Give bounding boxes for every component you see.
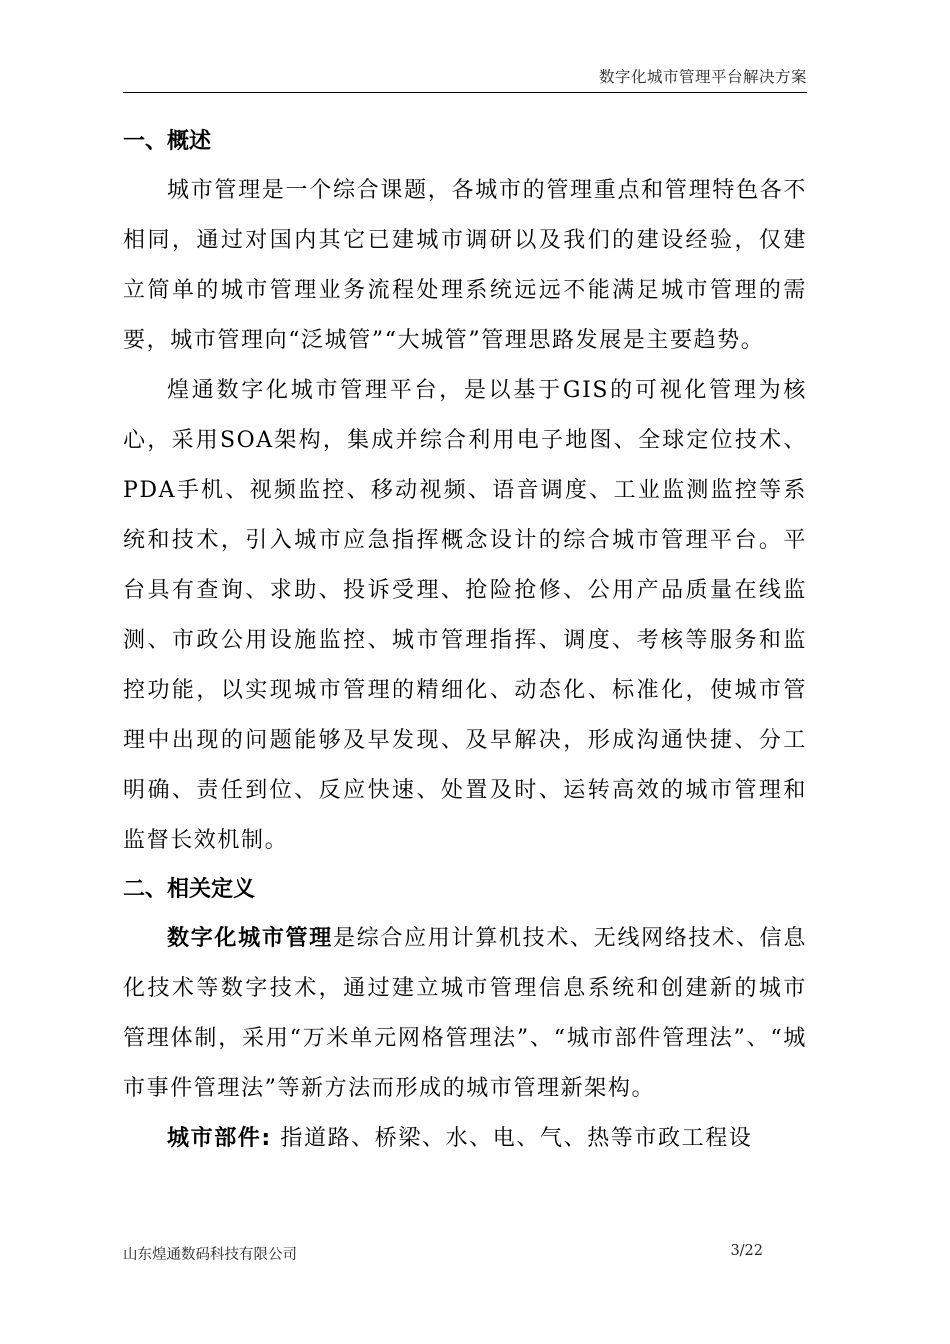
section-heading-definitions: 二、相关定义 bbox=[123, 877, 256, 902]
footer-company: 山东煌通数码科技有限公司 bbox=[123, 1247, 297, 1263]
definition-term: 城市部件: bbox=[167, 1126, 272, 1151]
overview-paragraph-2: 煌通数字化城市管理平台，是以基于GIS的可视化管理为核心，采用SOA架构，集成并综合利用电子地图、全球定位技术、PDA手机、视频监控、移动视频、语音调度、工业监测监控等系统和技术，引入城市应急指挥概念设计的综合城市管理平台。平台具有查询、求助、投诉受理、抢险抢修、公用产品质量在线监测、市政公用设施监控、城市管理指挥、调度、考核等服务和监控功能，以实现城市管理的精细化、动态化、标准化，使城市管理中出现的问题能够及早发现、及早解决，形成沟通快捷、分工明确、责任到位、反应快速、处置及时、运转高效的城市管理和监督长效机制。 bbox=[123, 378, 807, 853]
definition-term: 数字化城市管理 bbox=[167, 926, 333, 951]
definition-digital-city-management bbox=[123, 914, 807, 1114]
definition-city-components bbox=[123, 1114, 807, 1164]
section-heading-overview: 一、概述 bbox=[123, 129, 212, 154]
definition-text: 是综合应用计算机技术、无线网络技术、信息化技术等数字技术，通过建立城市管理信息系统和创建新的城市管理体制，采用“万米单元网格管理法”、“城市部件管理法”、“城市事件管理法”等新方法而形成的城市管理新架构。 bbox=[123, 926, 807, 1101]
document-body bbox=[123, 118, 807, 1164]
definition-text: 指道路、桥梁、水、电、气、热等市政工程设 bbox=[271, 1126, 753, 1151]
page-number: 3/22 bbox=[730, 1243, 763, 1259]
page-header bbox=[123, 62, 807, 93]
header-title: 数字化城市管理平台解决方案 bbox=[598, 68, 807, 86]
overview-paragraph-1: 城市管理是一个综合课题，各城市的管理重点和管理特色各不相同，通过对国内其它已建城市调研以及我们的建设经验，仅建立简单的城市管理业务流程处理系统远远不能满足城市管理的需要，城市管理向“泛城管”“大城管”管理思路发展是主要趋势。 bbox=[123, 178, 807, 353]
